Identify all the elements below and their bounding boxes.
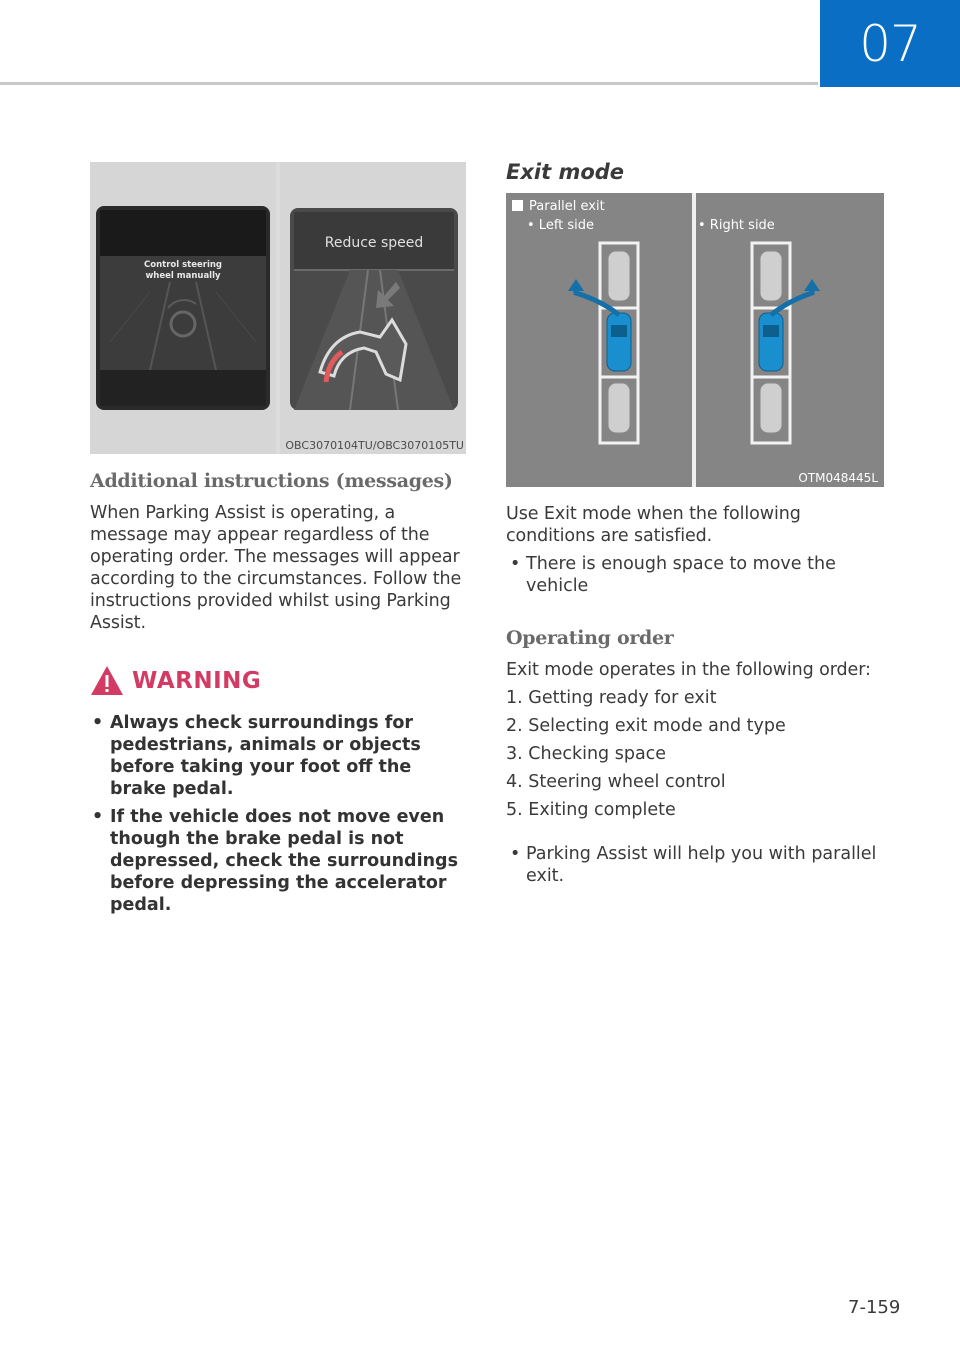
reduce-speed-text: Reduce speed: [324, 235, 424, 251]
right-side-label: • Right side: [698, 218, 775, 233]
parallel-exit-figure: [506, 193, 884, 487]
conditions-list: [506, 553, 884, 597]
square-bullet-icon: [512, 200, 523, 211]
step-item: 5. Exiting complete: [506, 800, 676, 820]
order-intro: Exit mode operates in the following order:: [506, 660, 871, 680]
warning-title: WARNING: [132, 668, 262, 694]
exit-figure-caption: OTM048445L: [798, 471, 878, 485]
parallel-exit-diagram: [506, 193, 884, 487]
cluster-display-steering: [90, 162, 276, 454]
step-item: 1. Getting ready for exit: [506, 688, 717, 708]
parallel-exit-label: Parallel exit: [529, 199, 605, 214]
right-column: [506, 160, 884, 887]
warning-item: • Always check surroundings for pedestrians, animals or objects before taking your foot off the brake pedal.: [90, 712, 466, 800]
exit-mode-heading: Exit mode: [506, 160, 625, 184]
warning-item: • If the vehicle does not move even though the brake pedal is not depressed, check the surroundings before depressing the accelerator pedal.: [90, 806, 466, 916]
additional-paragraph: When Parking Assist is operating, a message may appear regardless of the operating order. The messages will appear according to the circumstances. Follow the instructions provided whilst using Parking Assist.: [90, 503, 462, 633]
chapter-tab: 07: [820, 0, 960, 87]
left-column: [90, 162, 466, 922]
cluster-message-figure: [90, 162, 466, 454]
note-item: • Parking Assist will help you with parallel exit.: [506, 843, 884, 887]
figure-panel-speed: [280, 162, 466, 454]
exit-intro: Use Exit mode when the following conditions are satisfied.: [506, 504, 801, 546]
warning-header: [90, 664, 466, 698]
steps-list: [506, 687, 884, 821]
section-title-additional: Additional instructions (messages): [90, 470, 453, 492]
steering-msg-line2: wheel manually: [145, 271, 221, 281]
notes-list: [506, 843, 884, 887]
step-item: 4. Steering wheel control: [506, 772, 726, 792]
steering-msg-line1: Control steering: [144, 260, 222, 270]
condition-item: • There is enough space to move the vehicle: [506, 553, 884, 597]
warning-triangle-icon: [90, 664, 124, 698]
step-item: 3. Checking space: [506, 744, 667, 764]
page-number: 7-159: [848, 1297, 901, 1318]
figure-panel-steering: [90, 162, 276, 454]
left-side-label: • Left side: [527, 218, 595, 233]
header-rule: [0, 82, 818, 85]
warning-list: [90, 712, 466, 916]
section-title-operating: Operating order: [506, 627, 674, 649]
cluster-display-speed: [280, 162, 466, 454]
step-item: 2. Selecting exit mode and type: [506, 716, 786, 736]
figure-caption: OBC3070104TU/OBC3070105TU: [285, 439, 464, 452]
